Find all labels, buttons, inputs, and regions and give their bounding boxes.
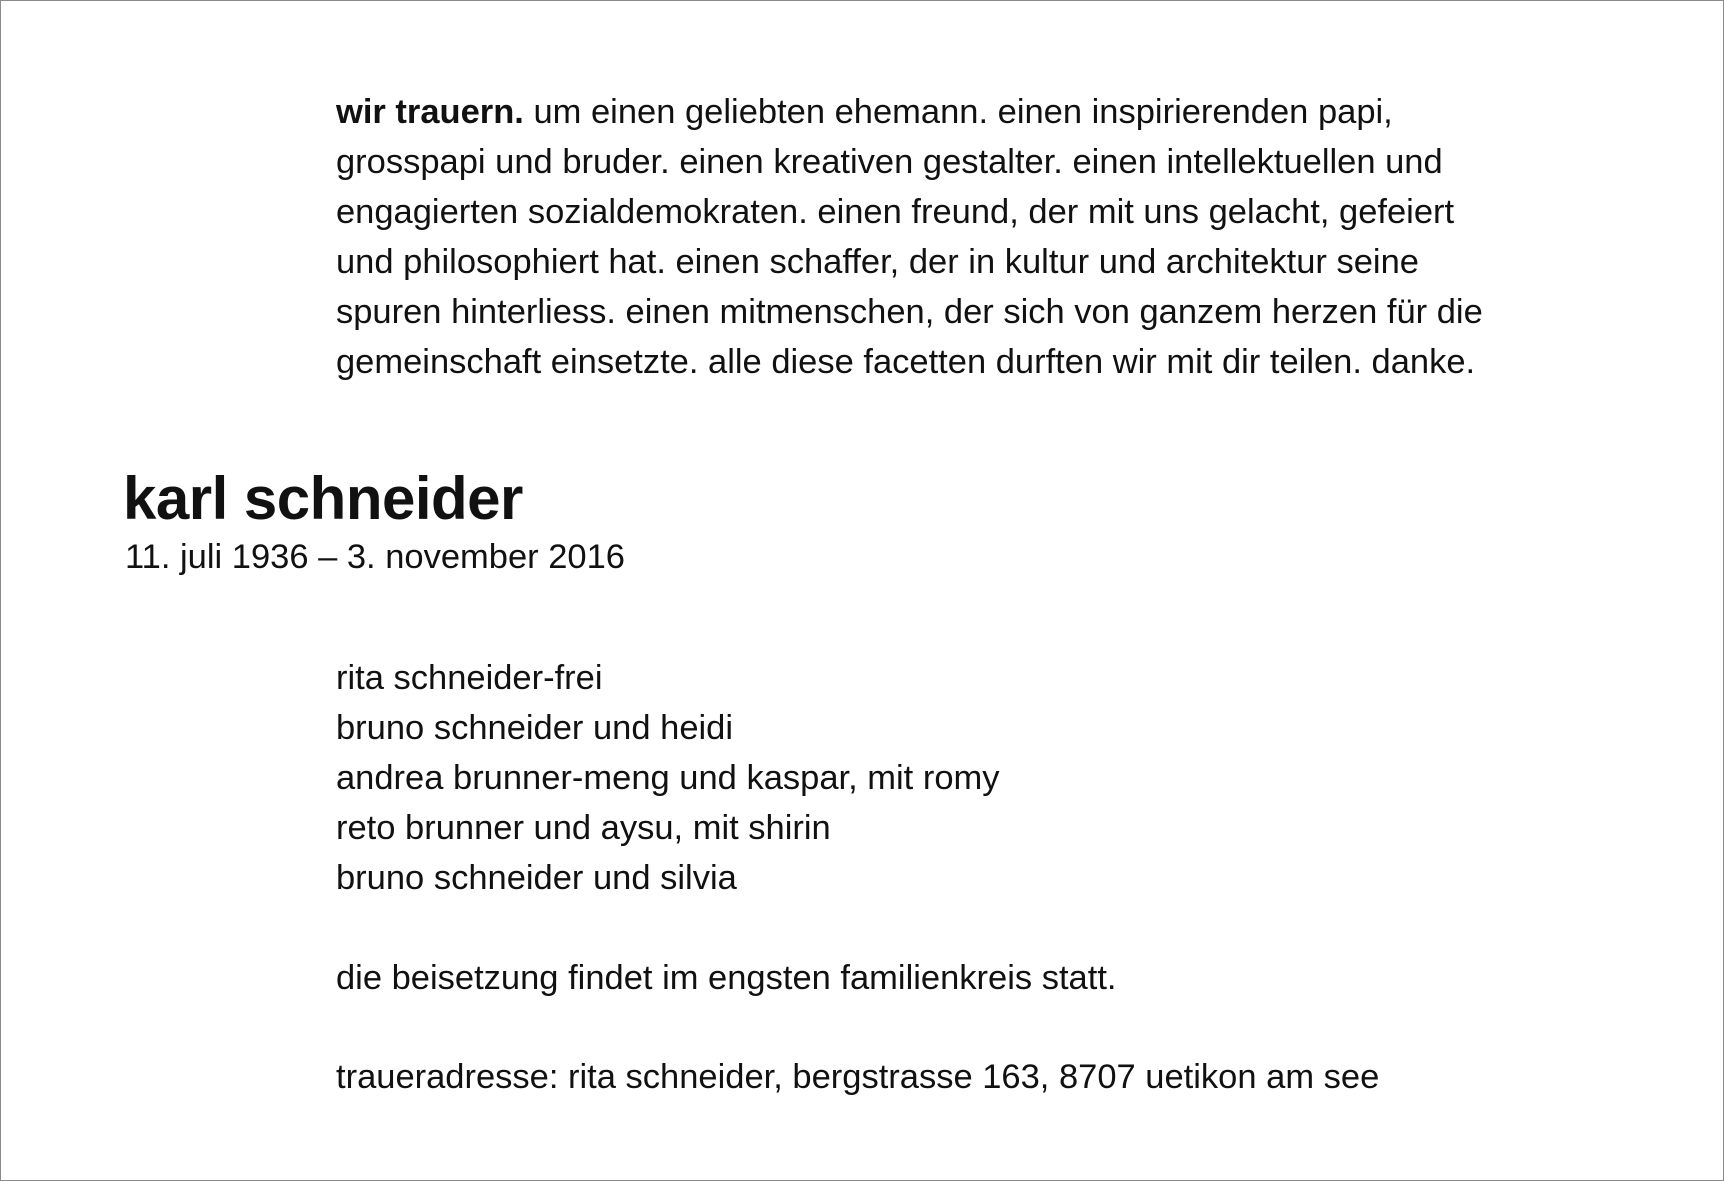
mourner-item: bruno schneider und silvia: [336, 859, 737, 897]
mourner-item: bruno schneider und heidi: [336, 709, 734, 747]
mourner-item: andrea brunner-meng und kaspar, mit romy: [336, 759, 1000, 797]
tribute-line: grosspapi und bruder. einen kreativen gestalter. einen intellektuellen und: [336, 143, 1443, 181]
mourning-address: traueradresse: rita schneider, bergstrasse 163, 8707 uetikon am see: [336, 1058, 1380, 1096]
mourner-item: rita schneider-frei: [336, 659, 603, 697]
funeral-note: die beisetzung findet im engsten familienkreis statt.: [336, 959, 1117, 997]
tribute-line: und philosophiert hat. einen schaffer, der in kultur und architektur seine: [336, 243, 1419, 281]
tribute-line: gemeinschaft einsetzte. alle diese facetten durften wir mit dir teilen. danke.: [336, 343, 1476, 381]
tribute-line: engagierten sozialdemokraten. einen freund, der mit uns gelacht, gefeiert: [336, 193, 1455, 231]
mourner-item: reto brunner und aysu, mit shirin: [336, 809, 831, 847]
deceased-name: karl schneider: [123, 465, 523, 532]
tribute-line: spuren hinterliess. einen mitmenschen, der sich von ganzem herzen für die: [336, 293, 1483, 331]
tribute-paragraph: [336, 87, 1596, 387]
tribute-lead: wir trauern.: [336, 93, 524, 131]
life-dates: 11. juli 1936 – 3. november 2016: [125, 538, 625, 576]
tribute-line: um einen geliebten ehemann. einen inspirierenden papi,: [523, 93, 1393, 131]
mourners-list: [336, 653, 1000, 903]
